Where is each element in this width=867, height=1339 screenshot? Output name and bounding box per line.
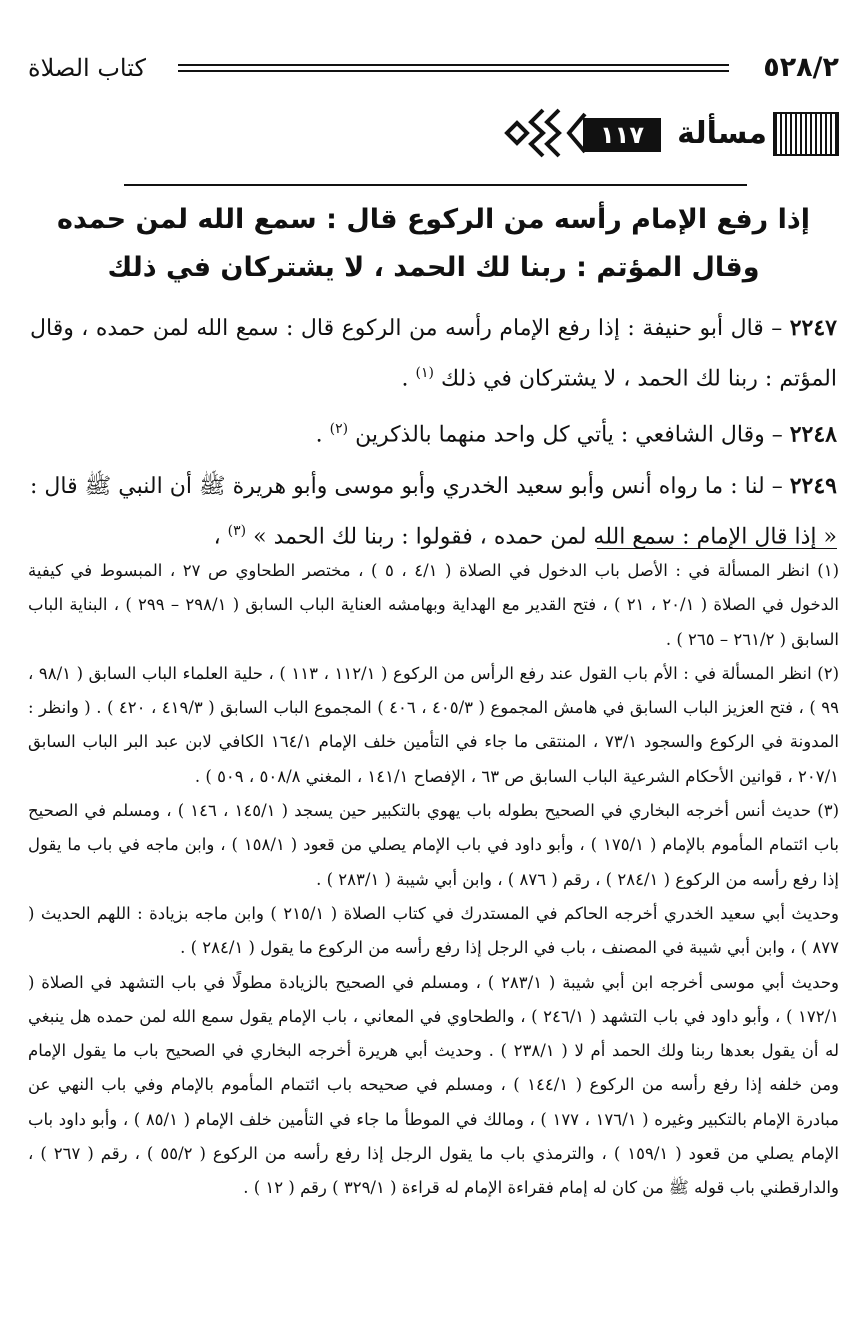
paragraph-number: ٢٢٤٧: [789, 315, 837, 341]
footnote-separator: [597, 548, 837, 549]
paragraph-2249: [30, 464, 837, 559]
paragraph-text: – لنا : ما رواه أنس وأبو سعيد الخدري وأبو موسى وأبو هريرة ﷺ أن النبي ﷺ قال : « إذا قال الإمام : سمع الله لمن حمده ، فقولوا : ربنا لك الحمد »: [30, 473, 837, 549]
running-header: [28, 52, 839, 92]
footnote-2: (٢) انظر المسألة في : الأم باب القول عند رفع الرأس من الركوع ( ١١٢/١ ، ١١٣ ) ، حلية العلماء الباب السابق ( ٩٨/١ ، ٩٩ ) ، فتح العزيز الباب السابق في هامش المجموع ( ٤٠٥/٣ ، ٤٠٦ ) المجموع الباب السابق ( ٤١٩/٣ ، ٤٢٠ ) . ( وانظر : المدونة في الركوع والسجود ٧٣/١ ، المنتقى ما جاء في التأمين خلف الإمام ١٦٤/١ الكافي لابن عبد البر الباب السابق ٢٠٧/١ ، قوانين الأحكام الشرعية الباب السابق ص ٦٣ ، الإفصاح ١٤١/١ ، المغني ٥٠٨/٨ ، ٥٠٩ ) .: [28, 663, 840, 786]
heading-rule-top: [124, 184, 747, 186]
footnote-ref: (١): [415, 365, 434, 381]
heading-line-1: إذا رفع الإمام رأسه من الركوع قال : سمع الله لمن حمده: [57, 204, 810, 235]
footnotes: [28, 554, 839, 1206]
geometric-ornament-icon: [499, 102, 591, 164]
paragraph-end: ،: [213, 523, 228, 549]
paragraph-text: – قال أبو حنيفة : إذا رفع الإمام رأسه من الركوع قال : سمع الله لمن حمده ، وقال المؤتم : ربنا لك الحمد ، لا يشتركان في ذلك: [30, 316, 837, 392]
header-rule: [178, 64, 729, 72]
masala-label: مسألة: [677, 116, 767, 151]
footnote-ref: (٣): [227, 522, 247, 539]
paragraph-end: .: [401, 366, 416, 392]
masala-banner: [499, 100, 839, 164]
paragraph-number: ٢٢٤٩: [789, 472, 837, 499]
footnote-3-continued: وحديث أبي سعيد الخدري أخرجه الحاكم في المستدرك في كتاب الصلاة ( ٢١٥/١ ) وابن ماجه بزيادة : اللهم الحديث ( ٨٧٧ ) ، وابن أبي شيبة في المصنف ، باب في الرجل إذا رفع رأسه من الركوع ما يقول ( ٢٨٤/١ ) .: [28, 903, 839, 958]
heading-line-2: وقال المؤتم : ربنا لك الحمد ، لا يشتركان في ذلك: [107, 252, 760, 283]
paragraph-text: – وقال الشافعي : يأتي كل واحد منهما بالذكرين: [355, 422, 783, 448]
paragraph-2247: [30, 306, 837, 401]
paragraph-number: ٢٢٤٨: [789, 421, 837, 448]
masala-number: ١١٧: [583, 118, 661, 152]
footnote-ref: (٢): [329, 421, 349, 438]
striped-bar-ornament: [773, 112, 839, 156]
main-text: [30, 306, 837, 565]
page-reference: ٥٢٨/٢: [763, 52, 839, 83]
footnote-3: (٣) حديث أنس أخرجه البخاري في الصحيح بطوله باب يهوي بالتكبير حين يسجد ( ١٤٥/١ ، ١٤٦ ) ، ومسلم في الصحيح باب ائتمام المأموم بالإمام ( ١٧٥/١ ) ، وأبو داود في باب الإمام يصلي من قعود ( ١٥٨/١ ) ، وابن ماجه في باب ما يقول إذا رفع رأسه من الركوع ( ٢٨٤/١ ) ، رقم ( ٨٧٦ ) ، وابن أبي شيبة ( ٢٨٣/١ ) .: [28, 801, 839, 889]
book-title: كتاب الصلاة: [28, 54, 146, 82]
paragraph-2248: [30, 407, 837, 457]
footnote-1: (١) انظر المسألة في : الأصل باب الدخول في الصلاة ( ٤/١ ، ٥ ) ، مختصر الطحاوي ص ٢٧ ، المبسوط في كيفية الدخول في الصلاة ( ٢٠/١ ، ٢١ ) ، فتح القدير مع الهداية وبهامشه العناية الباب السابق ( ٢٩٨/١ – ٢٩٩ ) ، البناية الباب السابق ( ٢٦١/٢ – ٢٦٥ ) .: [28, 561, 839, 649]
paragraph-end: .: [315, 422, 330, 448]
issue-heading: [40, 196, 827, 292]
footnote-3-continued: وحديث أبي موسى أخرجه ابن أبي شيبة ( ٢٨٣/١ ) ، ومسلم في الصحيح بالزيادة مطولًا في باب التشهد في الصلاة ( ١٧٢/١ ) ، وأبو داود في باب التشهد ( ٢٤٦/١ ) ، والطحاوي في المعاني ، باب الإمام يقول سمع الله لمن حمده هل ينبغي له أن يقول بعدها ربنا ولك الحمد أم لا ( ٢٣٨/١ ) . وحديث أبي هريرة أخرجه البخاري في الصحيح باب ما يقول الإمام ومن خلفه إذا رفع رأسه من الركوع ( ١٤٤/١ ) ، ومسلم في صحيحه باب ائتمام المأموم بالإمام وفي باب النهي عن مبادرة الإمام بالتكبير وغيره ( ١٧٦/١ ، ١٧٧ ) ، ومالك في الموطأ ما جاء في التأمين خلف الإمام ( ٨٥/١ ) ، وأبو داود باب الإمام يصلي من قعود ( ١٥٩/١ ) ، والترمذي باب ما يقول الرجل إذا رفع رأسه من الركوع ( ٥٥/٢ ) ، رقم ( ٢٦٧ ) ، والدارقطني باب قوله ﷺ من كان له إمام فقراءة الإمام له قراءة ( ٣٢٩/١ ) رقم ( ١٢ ) .: [28, 972, 839, 1198]
